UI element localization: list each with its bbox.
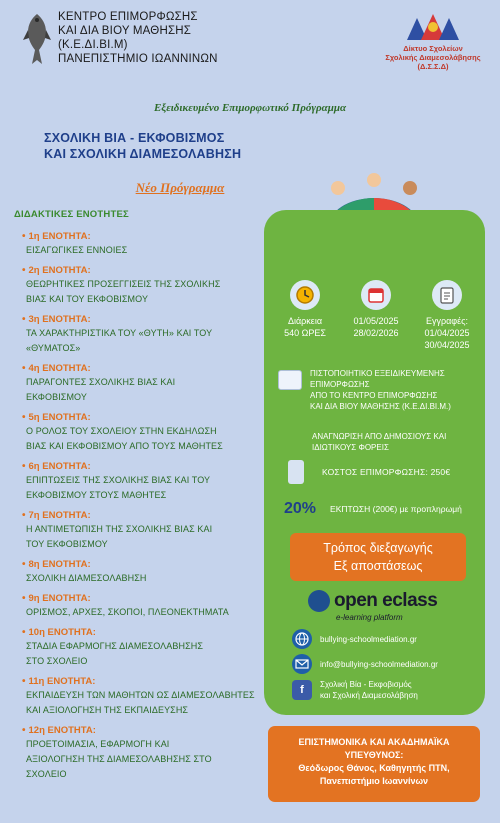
stat-line: 01/05/2025 [353, 316, 399, 326]
institution-line: ΚΑΙ ΔΙΑ ΒΙΟΥ ΜΑΘΗΣΗΣ [58, 25, 192, 37]
eclass-icon [308, 590, 330, 612]
responsible-line: ΕΠΙΣΤΗΜΟΝΙΚΑ ΚΑΙ ΑΚΑΔΗΜΑΪΚΑ [298, 737, 450, 747]
unit-description: ΕΚΦΟΒΙΣΜΟΥ ΣΤΟΥΣ ΜΑΘΗΤΕΣ [26, 490, 167, 500]
unit-description: «ΘΥΜΑΤΟΣ» [26, 343, 81, 353]
platform-subtitle: e-learning platform [336, 613, 403, 622]
program-title [44, 130, 241, 162]
stat-line: 540 ΩΡΕΣ [284, 328, 326, 338]
network-name-line: (Δ.Σ.Σ.Δ) [417, 62, 449, 71]
bullet-icon: • [22, 412, 26, 423]
unit-heading [22, 313, 272, 326]
bullet-icon: • [22, 725, 26, 736]
unit-heading [22, 675, 272, 688]
unit-description: ΠΑΡΑΓΟΝΤΕΣ ΣΧΟΛΙΚΗΣ ΒΙΑΣ ΚΑΙ [26, 377, 176, 387]
stat-line: 28/02/2026 [353, 328, 399, 338]
units-list [22, 230, 272, 788]
unit-description: ΣΤΟ ΣΧΟΛΕΙΟ [26, 656, 88, 666]
payment-icon [288, 460, 304, 484]
responsible-line: Θεόδωρος Θάνος, Καθηγητής ΠΤΝ, [298, 763, 450, 773]
unit-item [22, 264, 272, 307]
stat-line: 30/04/2025 [424, 340, 470, 350]
unit-heading [22, 558, 272, 571]
unit-description: ΟΡΙΣΜΟΣ, ΑΡΧΕΣ, ΣΚΟΠΟΙ, ΠΛΕΟΝΕΚΤΗΜΑΤΑ [26, 607, 229, 617]
recognition-info [312, 431, 446, 453]
stat-line: 01/04/2025 [424, 328, 470, 338]
title-line: ΣΧΟΛΙΚΗ ΒΙΑ - ΕΚΦΟΒΙΣΜΟΣ [44, 131, 225, 145]
certificate-line: ΠΙΣΤΟΠΟΙΗΤΙΚΟ ΕΞΕΙΔΙΚΕΥΜΕΝΗΣ [310, 369, 445, 378]
network-emblem-icon [403, 10, 463, 44]
bullet-icon: • [22, 265, 26, 276]
delivery-mode-line: Τρόπος διεξαγωγής [323, 541, 433, 555]
unit-description: ΕΙΣΑΓΩΓΙΚΕΣ ΕΝΝΟΙΕΣ [26, 245, 128, 255]
unit-heading-text: 8η ΕΝΟΤΗΤΑ: [28, 559, 91, 570]
unit-description: ΒΙΑΣ ΚΑΙ ΤΟΥ ΕΚΦΟΒΙΣΜΟΥ [26, 294, 149, 304]
unit-description: ΕΚΦΟΒΙΣΜΟΥ [26, 392, 87, 402]
unit-heading-text: 4η ΕΝΟΤΗΤΑ: [28, 363, 91, 374]
website-contact[interactable] [292, 629, 417, 649]
bullet-icon: • [22, 231, 26, 242]
unit-item [22, 675, 272, 718]
unit-description: ΕΚΠΑΙΔΕΥΣΗ ΤΩΝ ΜΑΘΗΤΩΝ ΩΣ ΔΙΑΜΕΣΟΛΑΒΗΤΕΣ [26, 690, 255, 700]
new-program-label: Νέο Πρόγραμμα [135, 180, 225, 195]
unit-heading-text: 2η ΕΝΟΤΗΤΑ: [28, 265, 91, 276]
facebook-lines [320, 679, 418, 701]
bullet-icon: • [22, 627, 26, 638]
unit-heading-text: 9η ΕΝΟΤΗΤΑ: [28, 593, 91, 604]
recognition-line: ΙΔΙΩΤΙΚΟΥΣ ΦΟΡΕΙΣ [312, 443, 389, 452]
unit-heading [22, 362, 272, 375]
duration-stat [270, 280, 340, 351]
unit-item [22, 592, 272, 620]
stats-row [270, 280, 482, 351]
unit-item [22, 313, 272, 356]
eagle-emblem-icon [22, 10, 52, 66]
units-heading: ΔΙΔΑΚΤΙΚΕΣ ΕΝΟΤΗΤΕΣ [14, 209, 129, 220]
dates-stat [341, 280, 411, 351]
unit-item [22, 230, 272, 258]
globe-icon [292, 629, 312, 649]
unit-item [22, 724, 272, 782]
unit-heading [22, 411, 272, 424]
bullet-icon: • [22, 363, 26, 374]
network-name-line: Σχολικής Διαμεσολάβησης [385, 53, 481, 62]
certificate-info [278, 368, 451, 412]
unit-heading [22, 264, 272, 277]
bullet-icon: • [22, 676, 26, 687]
email-link[interactable]: info@bullying-schoolmediation.gr [320, 659, 438, 669]
unit-heading-text: 7η ΕΝΟΤΗΤΑ: [28, 510, 91, 521]
stat-line: Εγγραφές: [425, 316, 468, 326]
platform-name: open eclass [334, 590, 438, 611]
unit-heading [22, 230, 272, 243]
unit-heading [22, 592, 272, 605]
unit-item [22, 460, 272, 503]
certificate-line: ΕΠΙΜΟΡΦΩΣΗΣ [310, 380, 370, 389]
unit-item [22, 509, 272, 552]
unit-description: ΤΟΥ ΕΚΦΟΒΙΣΜΟΥ [26, 539, 108, 549]
unit-heading-text: 6η ΕΝΟΤΗΤΑ: [28, 461, 91, 472]
unit-description: ΚΑΙ ΑΞΙΟΛΟΓΗΣΗ ΤΗΣ ΕΚΠΑΙΔΕΥΣΗΣ [26, 705, 189, 715]
clock-icon [290, 280, 320, 310]
facebook-icon: f [292, 680, 312, 700]
discount-info [284, 500, 462, 518]
discount-text: ΕΚΠΤΩΣΗ (200€) με προπληρωμή [330, 504, 462, 514]
unit-heading-text: 3η ΕΝΟΤΗΤΑ: [28, 314, 91, 325]
network-logo [378, 10, 488, 71]
discount-percent: 20% [284, 500, 317, 517]
facebook-link[interactable]: και Σχολική Διαμεσολάβηση [320, 691, 418, 700]
unit-description: ΒΙΑΣ ΚΑΙ ΕΚΦΟΒΙΣΜΟΥ ΑΠΟ ΤΟΥΣ ΜΑΘΗΤΕΣ [26, 441, 223, 451]
bullet-icon: • [22, 314, 26, 325]
unit-heading [22, 509, 272, 522]
eclass-logo [308, 590, 437, 612]
unit-item [22, 626, 272, 669]
institution-header [22, 10, 218, 66]
institution-line: (Κ.Ε.ΔΙ.ΒΙ.Μ) [58, 39, 128, 51]
delivery-mode-line: Εξ αποστάσεως [333, 559, 423, 573]
unit-heading [22, 460, 272, 473]
unit-heading-text: 12η ΕΝΟΤΗΤΑ: [28, 725, 96, 736]
delivery-mode-box [290, 533, 466, 581]
unit-heading-text: 5η ΕΝΟΤΗΤΑ: [28, 412, 91, 423]
unit-item [22, 362, 272, 405]
certificate-icon [278, 370, 302, 390]
unit-heading-text: 10η ΕΝΟΤΗΤΑ: [28, 627, 96, 638]
bullet-icon: • [22, 461, 26, 472]
email-contact[interactable] [292, 654, 438, 674]
certificate-line: ΚΑΙ ΔΙΑ ΒΙΟΥ ΜΑΘΗΣΗΣ (Κ.Ε.ΔΙ.ΒΙ.Μ.) [310, 402, 451, 411]
unit-heading [22, 724, 272, 737]
facebook-link[interactable]: Σχολική Βία - Εκφοβισμός [320, 680, 412, 689]
network-name-line: Δίκτυο Σχολείων [403, 44, 463, 53]
clipboard-icon [432, 280, 462, 310]
unit-description: ΠΡΟΕΤΟΙΜΑΣΙΑ, ΕΦΑΡΜΟΓΗ ΚΑΙ [26, 739, 170, 749]
facebook-contact[interactable] [292, 679, 418, 701]
email-icon [292, 654, 312, 674]
unit-description: Η ΑΝΤΙΜΕΤΩΠΙΣΗ ΤΗΣ ΣΧΟΛΙΚΗΣ ΒΙΑΣ ΚΑΙ [26, 524, 213, 534]
unit-description: ΤΑ ΧΑΡΑΚΤΗΡΙΣΤΙΚΑ ΤΟΥ «ΘΥΤΗ» ΚΑΙ ΤΟΥ [26, 328, 213, 338]
unit-description: Ο ΡΟΛΟΣ ΤΟΥ ΣΧΟΛΕΙΟΥ ΣΤΗΝ ΕΚΔΗΛΩΣΗ [26, 426, 217, 436]
responsible-line: ΥΠΕΥΘΥΝΟΣ: [344, 750, 404, 760]
institution-line: ΚΕΝΤΡΟ ΕΠΙΜΟΡΦΩΣΗΣ [58, 11, 198, 23]
cost-text: ΚΟΣΤΟΣ ΕΠΙΜΟΡΦΩΣΗΣ: 250€ [322, 467, 451, 477]
unit-description: ΕΠΙΠΤΩΣΕΙΣ ΤΗΣ ΣΧΟΛΙΚΗΣ ΒΙΑΣ ΚΑΙ ΤΟΥ [26, 475, 211, 485]
unit-description: ΣΤΑΔΙΑ ΕΦΑΡΜΟΓΗΣ ΔΙΑΜΕΣΟΛΑΒΗΣΗΣ [26, 641, 204, 651]
responsible-box [268, 726, 480, 802]
unit-item [22, 558, 272, 586]
recognition-line: ΑΝΑΓΝΩΡΙΣΗ ΑΠΟ ΔΗΜΟΣΙΟΥΣ ΚΑΙ [312, 432, 447, 441]
institution-line: ΠΑΝΕΠΙΣΤΗΜΙΟ ΙΩΑΝΝΙΝΩΝ [58, 53, 218, 65]
bullet-icon: • [22, 593, 26, 604]
unit-description: ΣΧΟΛΕΙΟ [26, 769, 67, 779]
registration-stat [412, 280, 482, 351]
program-subtitle: Εξειδικευμένο Επιμορφωτικό Πρόγραμμα [153, 102, 347, 114]
stat-line: Διάρκεια [287, 316, 323, 326]
unit-item [22, 411, 272, 454]
calendar-icon [361, 280, 391, 310]
unit-description: ΘΕΩΡΗΤΙΚΕΣ ΠΡΟΣΕΓΓΙΣΕΙΣ ΤΗΣ ΣΧΟΛΙΚΗΣ [26, 279, 221, 289]
bullet-icon: • [22, 559, 26, 570]
unit-heading-text: 11η ΕΝΟΤΗΤΑ: [28, 676, 96, 687]
unit-heading [22, 626, 272, 639]
cost-info [288, 460, 450, 484]
unit-description: ΑΞΙΟΛΟΓΗΣΗ ΤΗΣ ΔΙΑΜΕΣΟΛΑΒΗΣΗΣ ΣΤΟ [26, 754, 212, 764]
unit-description: ΣΧΟΛΙΚΗ ΔΙΑΜΕΣΟΛΑΒΗΣΗ [26, 573, 147, 583]
unit-heading-text: 1η ΕΝΟΤΗΤΑ: [28, 231, 91, 242]
certificate-line: ΑΠΟ ΤΟ ΚΕΝΤΡΟ ΕΠΙΜΟΡΦΩΣΗΣ [310, 391, 438, 400]
bullet-icon: • [22, 510, 26, 521]
title-line: ΚΑΙ ΣΧΟΛΙΚΗ ΔΙΑΜΕΣΟΛΑΒΗΣΗ [44, 147, 242, 161]
website-link[interactable]: bullying-schoolmediation.gr [320, 634, 417, 644]
responsible-line: Πανεπιστήμιο Ιωαννίνων [319, 776, 429, 786]
